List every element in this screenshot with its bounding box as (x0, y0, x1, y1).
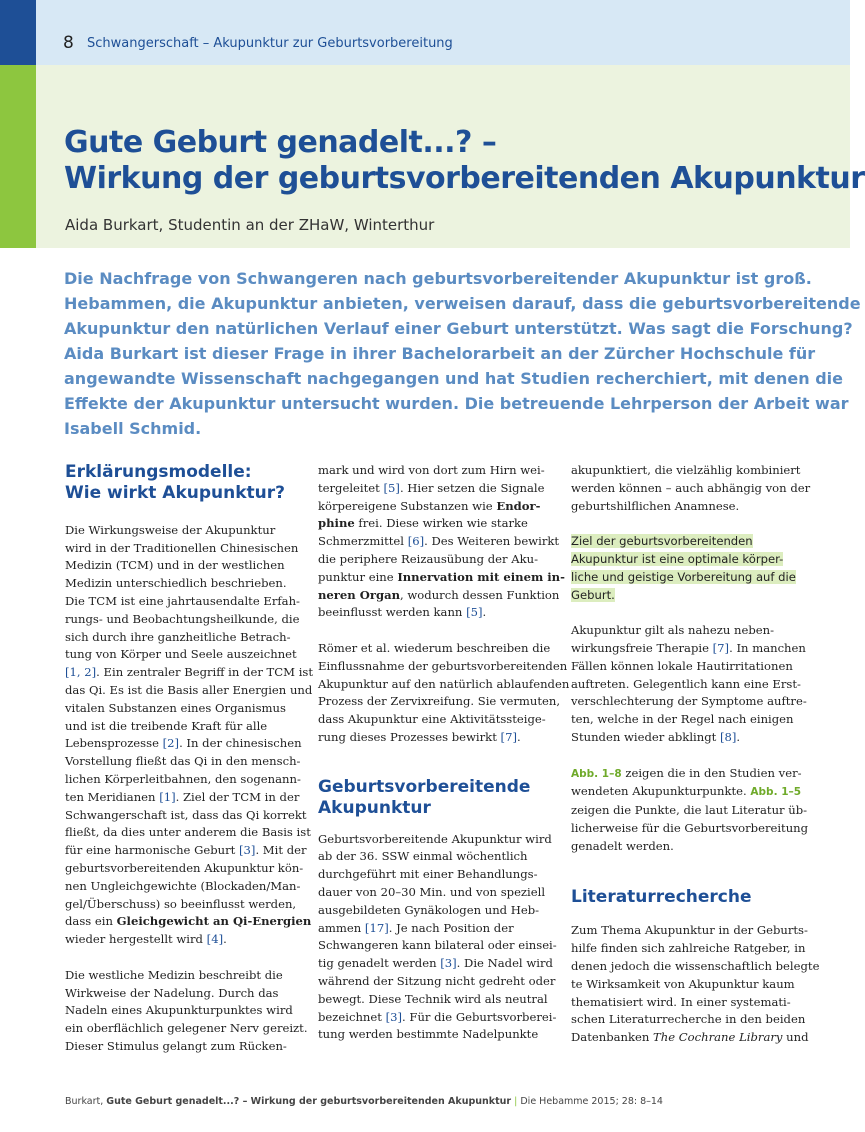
text-line: fließt, da dies unter anderem die Basis ist (65, 825, 311, 840)
header-band (0, 0, 850, 65)
highlight-line: Akupunktur ist eine optimale körper- (571, 551, 784, 566)
text-line: Geburtsvorbereitende Akupunktur wird (318, 831, 552, 846)
text-line: phine frei. Diese wirken wie starke (318, 516, 528, 531)
text-line: Akupunktur gilt als nahezu neben- (571, 623, 774, 638)
text-line: Wirkweise der Nadelung. Durch das (65, 985, 279, 1000)
text-line: Die TCM ist eine jahrtausendalte Erfah- (65, 593, 300, 608)
text-line: punktur eine Innervation mit einem in- (318, 569, 565, 584)
footer-separator: | (514, 1096, 518, 1107)
text-line: Datenbanken The Cochrane Library und (571, 1030, 809, 1045)
figure-link[interactable]: Abb. 1–5 (750, 786, 802, 799)
text-line: dauer von 20–30 Min. und von speziell (318, 884, 546, 899)
text-line: [1, 2]. Ein zentraler Begriff in der TCM ist (65, 665, 314, 680)
text-line: wird in der Traditionellen Chinesischen (65, 540, 299, 555)
text-line: bezeichnet [3]. Für die Geburtsvorberei- (318, 1009, 557, 1024)
text-line: thematisiert wird. In einer systemati- (571, 994, 791, 1009)
text-line: Fällen können lokale Hautirritationen (571, 658, 793, 673)
highlight-line: Ziel der geburtsvorbereitenden (571, 534, 753, 549)
citation-link[interactable]: [3] (239, 843, 256, 858)
citation-link[interactable]: [7] (712, 640, 730, 655)
author-line: Aida Burkart, Studentin an der ZHaW, Winterthur (65, 216, 435, 234)
text-line: Nadeln eines Akupunkturpunktes wird (65, 1003, 293, 1018)
text-line: rung dieses Prozesses bewirkt [7]. (318, 729, 521, 744)
article-title (64, 125, 865, 197)
text-line: werden können – auch abhängig von der (571, 480, 811, 495)
citation-link[interactable]: [1] (159, 789, 176, 804)
citation-link[interactable]: [5] (383, 480, 400, 495)
emphasis: Innervation mit einem in- (397, 569, 565, 584)
text-line: neren Organ, wodurch dessen Funktion (318, 587, 560, 602)
text-line: für eine harmonische Geburt [3]. Mit der (65, 843, 307, 858)
text-line: denen jedoch die wissenschaftlich belegte (571, 958, 820, 973)
text-line: beeinflusst werden kann [5]. (318, 605, 487, 620)
section-heading-literaturrecherche: Literaturrecherche (571, 887, 752, 908)
page-number: 8 (63, 33, 74, 53)
text-line: und ist die treibende Kraft für alle (65, 718, 268, 733)
text-line: dass Akupunktur eine Aktivitätssteige- (318, 712, 546, 727)
text-line: durchgeführt mit einer Behandlungs- (318, 867, 538, 882)
emphasis: Gleichgewicht an Qi-Energien (116, 914, 312, 929)
citation-link[interactable]: [5] (466, 605, 483, 620)
text-line: Dieser Stimulus gelangt zum Rücken- (65, 1038, 287, 1053)
text-line: Schwangeren kann bilateral oder einsei- (318, 938, 557, 953)
citation-link[interactable]: [2] (162, 736, 180, 751)
text-line: Vorstellung fließt das Qi in den mensch- (65, 754, 301, 769)
citation-link[interactable]: [17] (364, 920, 389, 935)
text-line: Schwangerschaft ist, dass das Qi korrekt (65, 807, 307, 822)
intro-line: Aida Burkart ist dieser Frage in ihrer Bachelorarbeit an der Zürcher Hochschule für (64, 344, 816, 363)
text-line: Prozess der Zervixreifung. Sie vermuten, (318, 694, 561, 709)
text-line: geburtsvorbereitenden Akupunktur kön- (65, 860, 304, 875)
text-line: tung von Körper und Seele auszeichnet (65, 647, 297, 662)
text-line: genadelt werden. (571, 838, 674, 853)
intro-line: angewandte Wissenschaft nachgegangen und hat Studien recherchiert, mit denen die (64, 369, 844, 388)
title-accent (0, 65, 36, 248)
intro-abstract (64, 266, 861, 441)
text-line: Einflussnahme der geburtsvorbereitenden (318, 658, 568, 673)
citation-link[interactable]: [4] (206, 932, 224, 947)
text-line: Medizin unterschiedlich beschrieben. (65, 576, 287, 591)
citation-link[interactable]: [3] (440, 956, 457, 971)
text-line: bewegt. Diese Technik wird als neutral (318, 991, 548, 1006)
text-line: wieder hergestellt wird [4]. (65, 932, 227, 947)
emphasis: Endor- (496, 498, 541, 513)
emphasis: phine (318, 516, 355, 531)
column-1 (65, 462, 314, 1056)
text-line: ein oberflächlich gelegener Nerv gereizt. (65, 1021, 308, 1036)
italic-title: The Cochrane Library (653, 1030, 783, 1045)
text-line: das Qi. Es ist die Basis aller Energien und (65, 682, 313, 697)
title-line: Wirkung der geburtsvorbereitenden Akupunktur (64, 161, 865, 196)
text-line: sich durch ihre ganzheitliche Betrach- (65, 629, 291, 644)
text-line: geburtshilflichen Anamnese. (571, 498, 740, 513)
citation-link[interactable]: [8] (719, 729, 737, 744)
text-line: ten Meridianen [1]. Ziel der TCM in der (65, 789, 300, 804)
citation-link[interactable]: [1, 2] (65, 665, 97, 680)
text-line: Die westliche Medizin beschreibt die (65, 967, 283, 982)
citation-link[interactable]: [7] (500, 729, 517, 744)
text-line: licherweise für die Geburtsvorbereitung (571, 820, 809, 835)
text-line: mark und wird von dort zum Hirn wei- (318, 463, 545, 477)
page-footer: Burkart, Gute Geburt genadelt...? – Wirkung der geburtsvorbereitenden Akupunktur | Die Hebamme 2015; 28: 8–14 (65, 1096, 663, 1107)
intro-line: Isabell Schmid. (64, 419, 202, 438)
running-head: Schwangerschaft – Akupunktur zur Geburtsvorbereitung (87, 36, 453, 51)
text-line: rungs- und Beobachtungsheilkunde, die (65, 611, 300, 626)
text-line: tergeleitet [5]. Hier setzen die Signale (318, 480, 545, 495)
text-line: Stunden wieder abklingt [8]. (571, 729, 741, 744)
text-line: Zum Thema Akupunktur in der Geburts- (571, 923, 808, 938)
text-line: schen Literaturrecherche in den beiden (571, 1012, 806, 1027)
text-line: Akupunktur auf den natürlich ablaufenden (318, 676, 570, 691)
intro-line: Akupunktur den natürlichen Verlauf einer Geburt unterstützt. Was sagt die Forschung? (64, 319, 853, 338)
footer-title: Gute Geburt genadelt...? – Wirkung der geburtsvorbereitenden Akupunktur (106, 1096, 512, 1107)
text-line: lichen Körperleitbahnen, den sogenann- (65, 771, 301, 786)
text-line: wirkungsfreie Therapie [7]. In manchen (571, 640, 806, 655)
text-line: ten, welche in der Regel nach einigen (571, 712, 794, 727)
text-line: während der Sitzung nicht gedreht oder (318, 973, 556, 988)
text-line: Die Wirkungsweise der Akupunktur (65, 522, 276, 537)
text-line: verschlechterung der Symptome auftre- (571, 694, 807, 709)
text-line: tung werden bestimmte Nadelpunkte (318, 1027, 539, 1042)
intro-line: Effekte der Akupunktur untersucht wurden. Die betreuende Lehrperson der Arbeit war (64, 394, 849, 413)
text-line: Lebensprozesse [2]. In der chinesischen (65, 736, 302, 751)
text-line: vitalen Substanzen eines Organismus (65, 700, 286, 715)
footer-source: Die Hebamme 2015; 28: 8–14 (520, 1096, 663, 1107)
emphasis: neren Organ (318, 587, 401, 602)
text-line: Römer et al. wiederum beschreiben die (318, 640, 551, 655)
text-line: körpereigene Substanzen wie Endor- (318, 498, 541, 513)
text-line: zeigen die Punkte, die laut Literatur üb- (571, 803, 808, 818)
text-line: gel/Überschuss) so beeinflusst werden, (65, 896, 297, 911)
text-line: Medizin (TCM) und in der westlichen (65, 558, 285, 573)
text-line: nen Ungleichgewichte (Blockaden/Man- (65, 878, 301, 893)
column-2 (318, 462, 570, 1044)
text-line: tig genadelt werden [3]. Die Nadel wird (318, 956, 553, 971)
text-line: ab der 36. SSW einmal wöchentlich (318, 849, 528, 864)
text-line: ammen [17]. Je nach Position der (318, 920, 514, 935)
title-line: Gute Geburt genadelt...? – (64, 125, 497, 160)
header-accent (0, 0, 36, 65)
text-line: ausgebildeten Gynäkologen und Heb- (318, 902, 540, 917)
text-line: die periphere Reizausübung der Aku- (318, 551, 539, 566)
column-3 (571, 462, 820, 1047)
figure-link[interactable]: Abb. 1–8 (571, 767, 622, 780)
text-line: akupunktiert, die vielzählig kombiniert (571, 463, 801, 477)
text-line: Schmerzmittel [6]. Des Weiteren bewirkt (318, 534, 560, 549)
intro-line: Die Nachfrage von Schwangeren nach geburtsvorbereitender Akupunktur ist groß. (64, 269, 812, 288)
highlight-box (571, 533, 801, 604)
text-line: hilfe finden sich zahlreiche Ratgeber, in (571, 941, 806, 956)
highlight-line: Geburt. (571, 587, 615, 602)
text-line: te Wirksamkeit von Akupunktur kaum (571, 976, 795, 991)
text-line: wendeten Akupunkturpunkte. Abb. 1–5 (571, 784, 802, 799)
text-line: auftreten. Gelegentlich kann eine Erst- (571, 676, 801, 691)
text-line: dass ein Gleichgewicht an Qi-Energien (65, 914, 312, 929)
text-line: Abb. 1–8 zeigen die in den Studien ver- (571, 765, 802, 780)
citation-link[interactable]: [3] (385, 1009, 403, 1024)
section-heading-erklaerungsmodelle: Erklärungsmodelle: Wie wirkt Akupunktur? (65, 462, 286, 503)
section-heading-geburtsvorbereitende: Geburtsvorbereitende Akupunktur (318, 776, 531, 818)
citation-link[interactable]: [6] (407, 534, 425, 549)
highlight-line: liche und geistige Vorbereitung auf die (571, 569, 796, 584)
intro-line: Hebammen, die Akupunktur anbieten, verweisen darauf, dass die geburtsvorbereitende (64, 294, 861, 313)
